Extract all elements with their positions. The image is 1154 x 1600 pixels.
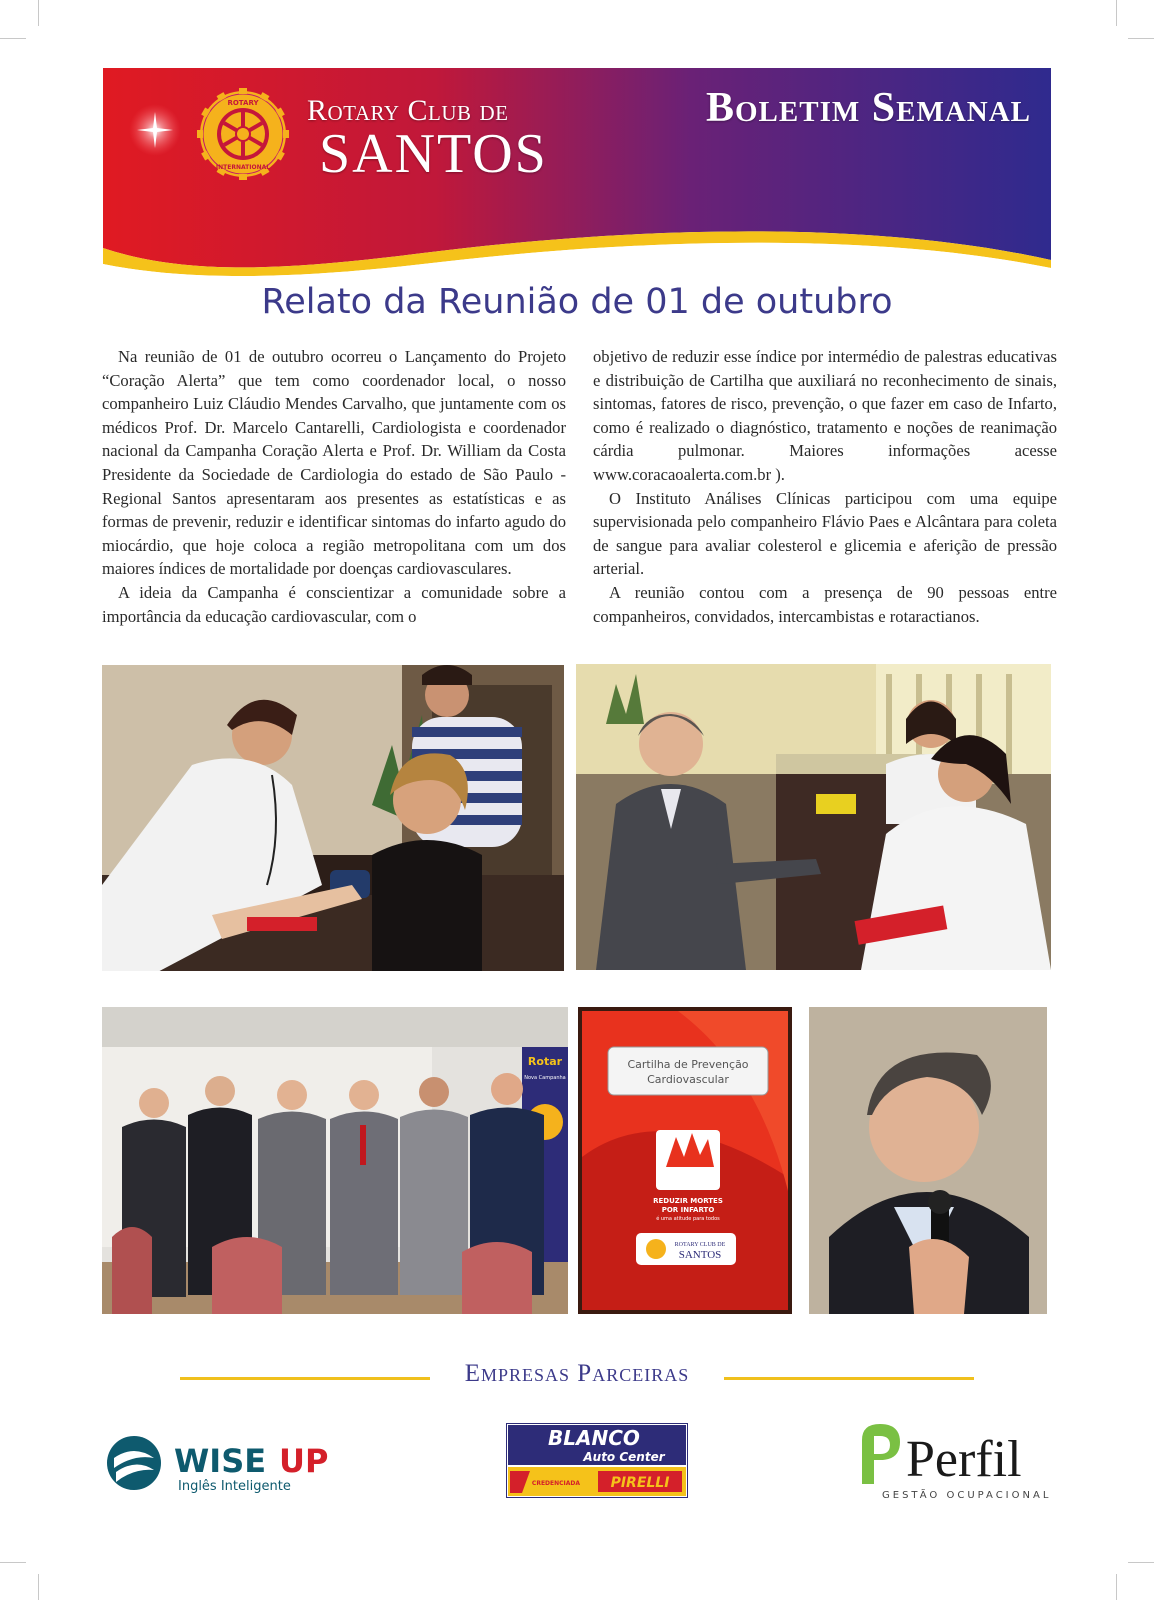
- crop-mark: [38, 0, 39, 26]
- blanco-logo: [506, 1423, 688, 1498]
- blanco-pirelli: PIRELLI: [610, 1475, 670, 1491]
- header-banner: [103, 68, 1051, 276]
- paragraph: objetivo de reduzir esse índice por intermédio de palestras educativas e distribuição de Cartilha que auxiliará no reconhecimento de sinais, sintomas, fatores de risco, prevenção, o que fazer em caso de Infarto, como é realizado o diagnóstico, tratamento e noções de reanimação cárdia pulmonar. Maiores informações acesse www.coracaoalerta.com.br ).: [593, 347, 1057, 484]
- paragraph: Na reunião de 01 de outubro ocorreu o Lançamento do Projeto “Coração Alerta” que tem como coordenador local, o nosso companheiro Luiz Cláudio Mendes Carvalho, que juntamente com os médicos Prof. Dr. Marcelo Cantarelli, Cardiologista e coordenador nacional da Campanha Coração Alerta e Prof. Dr. William da Costa Presidente da Sociedade de Cardiologia do estado de São Paulo - Regional Santos apresentaram aos presentes as estatísticas e as formas de prevenir, reduzir e identificar sintomas do infarto agudo do miocárdio, que hoje coloca a região metropolitana com um dos maiores índices de mortalidade por doenças cardiovasculares.: [102, 347, 566, 579]
- wiseup-logo: [106, 1428, 376, 1498]
- booklet-club-line2: SANTOS: [678, 1249, 722, 1261]
- photo-group: [102, 1007, 568, 1314]
- blanco-credenciada: CREDENCIADA: [531, 1480, 581, 1487]
- photo-booklet: [578, 1007, 792, 1314]
- club-name-line1: Rotary Club de: [307, 94, 509, 127]
- emblem-top-text: ROTARY: [227, 99, 259, 107]
- paragraph: A ideia da Campanha é conscientizar a comunidade sobre a importância da educação cardiovascular, com o: [102, 582, 566, 626]
- article-column-right: [593, 345, 1057, 628]
- booklet-club-line1: ROTARY CLUB DE: [674, 1242, 726, 1248]
- perfil-logo: [856, 1420, 1052, 1502]
- crop-mark: [38, 1574, 39, 1600]
- photo-blood-test: [576, 664, 1051, 970]
- wiseup-name-b: UP: [279, 1442, 329, 1480]
- wiseup-tagline: Inglês Inteligente: [178, 1479, 291, 1494]
- club-name-line2: SANTOS: [319, 123, 548, 185]
- booklet-tag2: POR INFARTO: [661, 1206, 715, 1214]
- paragraph: O Instituto Análises Clínicas participou com uma equipe supervisionada pelo companheiro Flávio Paes e Alcântara para coleta de sangue para avaliar colesterol e glicemia e aferição de pressão arterial.: [593, 488, 1057, 579]
- partners-section-title: Empresas Parceiras: [464, 1360, 690, 1387]
- photo-speaker: [809, 1007, 1047, 1314]
- article-column-left: [102, 345, 566, 628]
- booklet-logo-line1: CORAÇÃO: [666, 1168, 710, 1177]
- banner-text: Rotar: [527, 1055, 563, 1068]
- wiseup-name-a: WISE: [174, 1442, 267, 1480]
- article-title: Relato da Reunião de 01 de outubro: [261, 282, 893, 322]
- perfil-tagline: GESTÃO OCUPACIONAL: [882, 1490, 1052, 1501]
- bulletin-title: Boletim Semanal: [705, 85, 1031, 131]
- perfil-name: Perfil: [906, 1431, 1022, 1488]
- blanco-sub: Auto Center: [583, 1450, 665, 1464]
- banner-sub-text: Nova Campanha: [524, 1075, 566, 1081]
- booklet-title-line2: Cardiovascular: [647, 1073, 729, 1086]
- booklet-tag1: REDUZIR MORTES: [653, 1197, 723, 1205]
- emblem-bottom-text: INTERNATIONAL: [215, 164, 271, 171]
- crop-mark: [1128, 1562, 1154, 1563]
- crop-mark: [1116, 0, 1117, 26]
- booklet-title-line1: Cartilha de Prevenção: [627, 1058, 749, 1071]
- partners-section-header: [0, 1360, 1154, 1388]
- crop-mark: [0, 38, 26, 39]
- booklet-tag3: é uma atitude para todos: [656, 1216, 720, 1222]
- photo-blood-pressure: [102, 665, 564, 971]
- crop-mark: [1116, 1574, 1117, 1600]
- crop-mark: [1128, 38, 1154, 39]
- crop-mark: [0, 1562, 26, 1563]
- paragraph: A reunião contou com a presença de 90 pessoas entre companheiros, convidados, intercambistas e rotaractianos.: [593, 582, 1057, 626]
- booklet-logo-line2: ALERTA: [671, 1178, 705, 1187]
- blanco-name: BLANCO: [548, 1426, 640, 1450]
